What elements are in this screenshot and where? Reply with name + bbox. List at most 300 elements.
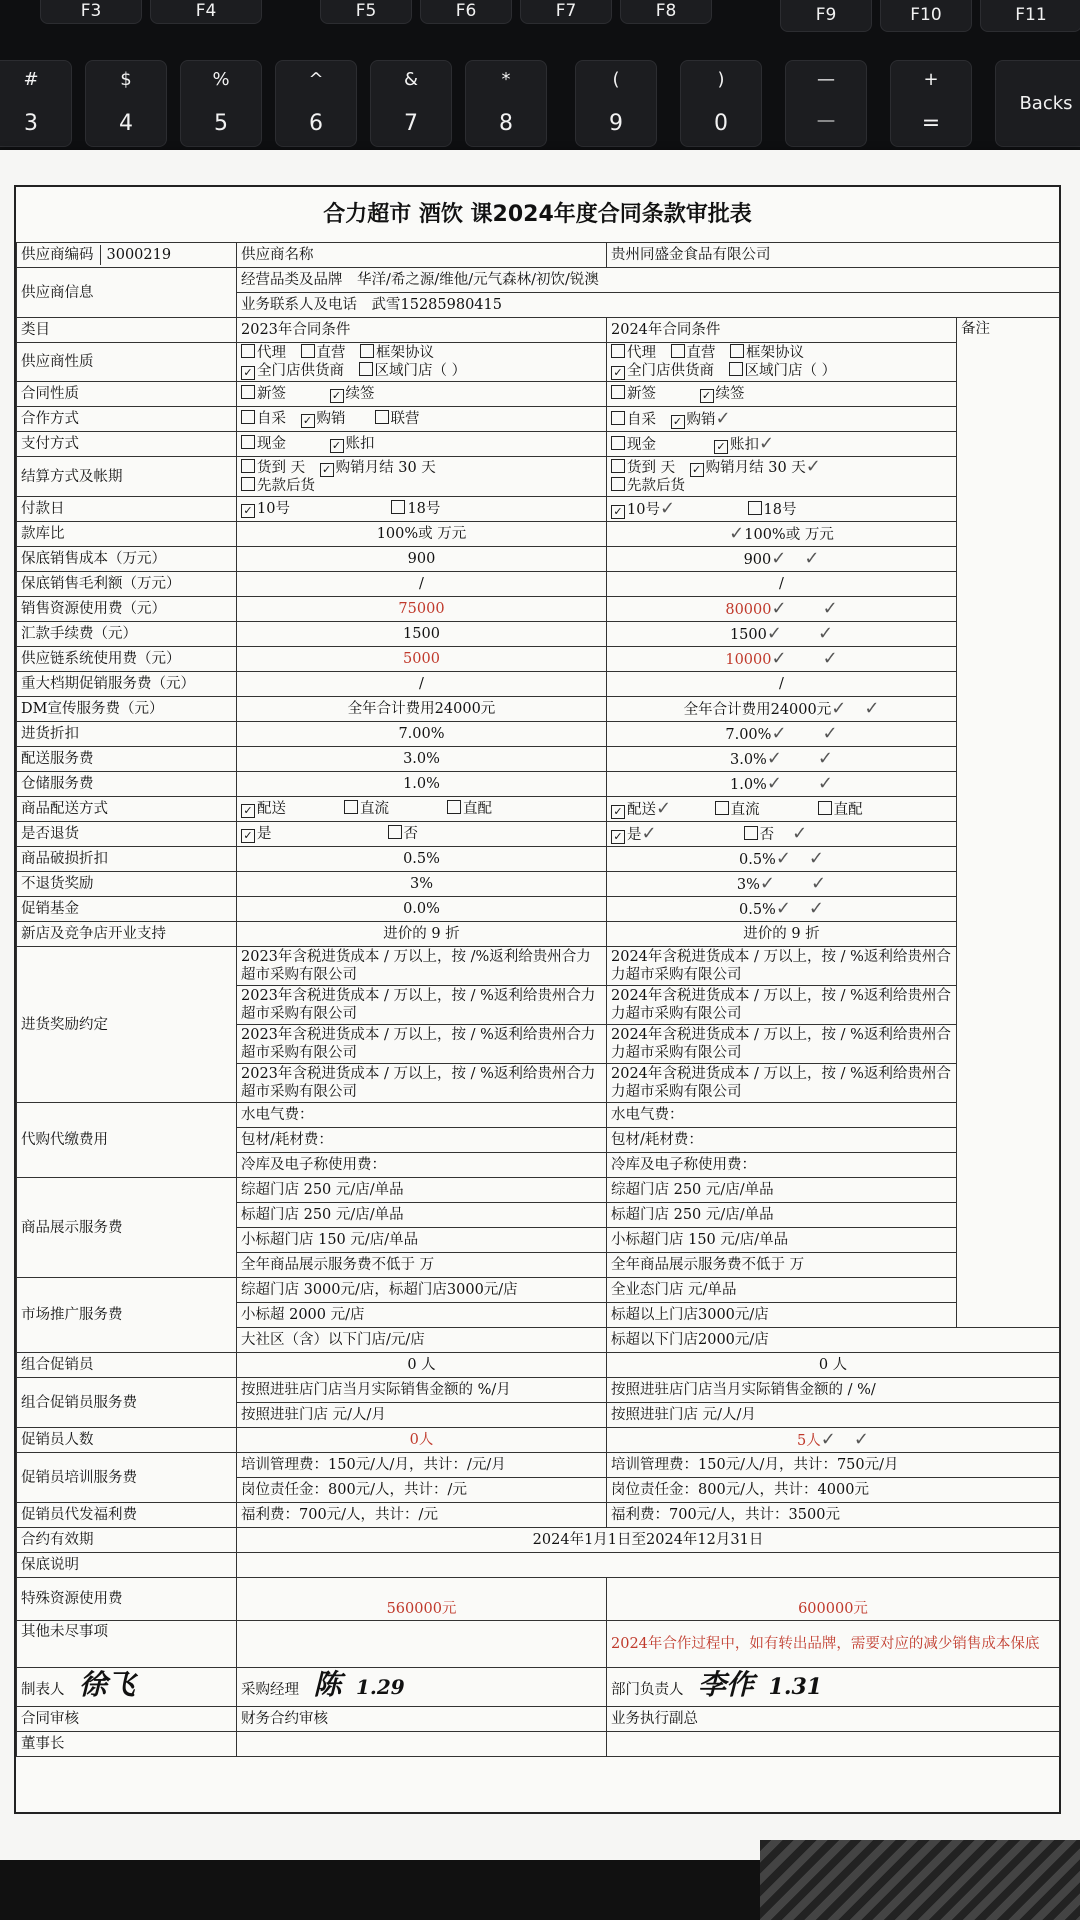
option-label: 否: [759, 826, 775, 843]
return-2024: [607, 822, 957, 847]
major-promo-2024: /: [607, 672, 957, 697]
option-label: 区域门店（ ）: [744, 363, 837, 379]
display-item-2023: 小标超门店 150 元/店/单品: [237, 1228, 607, 1253]
supply-sys-2023: 5000: [237, 647, 607, 672]
key-4: [85, 60, 167, 147]
market-2024-item: 标超以下门店2000元/店: [607, 1328, 1060, 1353]
key-f10: [880, 0, 972, 32]
promo-fund-2024: 0.5%: [738, 901, 776, 918]
display-item-2024: 全年商品展示服务费不低于 万: [607, 1253, 1060, 1278]
handwritten-check-icon: ✓: [656, 797, 672, 819]
guarantee-value: [237, 1553, 1060, 1578]
row-combo-fee-1: [17, 1378, 1060, 1403]
handwritten-check-icon: ✓: [774, 822, 808, 844]
checkbox-icon: [360, 344, 374, 358]
key-bottom: 4: [119, 111, 133, 136]
handwritten-check-icon: ✓ ✓: [771, 647, 838, 669]
checkbox-icon: [729, 362, 743, 376]
key-f3: [40, 0, 142, 24]
key-f6: [420, 0, 512, 24]
delivery-fee-2023: 3.0%: [237, 747, 607, 772]
display-item-2023: 综超门店 250 元/店/单品: [237, 1178, 607, 1203]
key-top: ): [717, 69, 725, 90]
key-bottom: 9: [609, 111, 623, 136]
option-label: 10号: [257, 501, 290, 517]
storage-2023: 1.0%: [237, 772, 607, 797]
keyboard-background: [0, 0, 1080, 165]
row-category-brand: [17, 268, 1060, 293]
combo-promoter-2023: 0 人: [237, 1353, 607, 1378]
key-label: F5: [355, 1, 377, 21]
rebate-2024-item: 2024年含税进货成本 / 万以上，按 / %返利给贵州合力超市采购有限公司: [607, 947, 957, 986]
bottom-fabric: [760, 1840, 1080, 1920]
option-label: 自采: [627, 411, 656, 428]
key-label: F10: [910, 5, 942, 25]
handwritten-check-icon: ✓ ✓: [766, 622, 834, 644]
key-label: Backs: [1019, 93, 1073, 114]
supplier-code: 3000219: [100, 245, 172, 265]
damage-label: 商品破损折扣: [17, 847, 237, 872]
checked-box-icon: ✓: [700, 389, 714, 403]
rebate-2024-item: 2024年含税进货成本 / 万以上，按 / %返利给贵州合力超市采购有限公司: [607, 1025, 957, 1064]
handwritten-check-icon: ✓ ✓: [831, 697, 880, 719]
checked-box-icon: ✓: [320, 463, 334, 477]
option-label: 直营: [686, 345, 716, 361]
key-label: F6: [455, 1, 477, 21]
row-no-return: [17, 872, 1060, 897]
proxy-item-2024: 包材/耗材费：: [607, 1128, 957, 1153]
new-store-2023: 进价的 9 折: [237, 922, 607, 947]
checked-box-icon: ✓: [611, 505, 625, 519]
min-cost-2023: 900: [237, 547, 607, 572]
row-promo-fund: [17, 897, 1060, 922]
checkbox-icon: [301, 344, 315, 358]
supply-sys-2024: 10000: [725, 651, 772, 668]
option-label: 购销: [686, 411, 716, 428]
key-f4: [150, 0, 262, 24]
key-equals: [890, 60, 972, 147]
row-supply-sys: [17, 647, 1060, 672]
damage-2023: 0.5%: [237, 847, 607, 872]
row-min-margin: [17, 572, 1060, 597]
stock-ratio-2023: 100%或 万元: [237, 522, 607, 547]
option-label: 是: [257, 826, 272, 842]
delivery-fee-2024: 3.0%: [729, 751, 767, 768]
key-bottom: =: [921, 111, 941, 136]
settlement-2024: [607, 457, 957, 497]
promoter-count-2024: 5人: [797, 1432, 821, 1449]
cell-value: [237, 293, 1060, 318]
market-2023-item: 综超门店 3000元/店，标超门店3000元/店: [237, 1278, 607, 1303]
key-f9: [780, 0, 872, 32]
payment-label: 支付方式: [17, 432, 237, 457]
option-label: 货到 天: [627, 460, 676, 476]
contract-review-label: 合同审核: [17, 1707, 237, 1732]
checked-box-icon: ✓: [611, 805, 625, 819]
rebate-label: 进货奖励约定: [17, 947, 237, 1103]
remit-2024-cell: [607, 622, 957, 647]
row-min-cost: [17, 547, 1060, 572]
row-return: [17, 822, 1060, 847]
storage-2024-cell: [607, 772, 957, 797]
remit-2023: 1500: [237, 622, 607, 647]
option-label: 框架协议: [746, 345, 804, 361]
discount-label: 进货折扣: [17, 722, 237, 747]
pay-day-2024: [607, 497, 957, 522]
display-item-2024: 小标超门店 150 元/店/单品: [607, 1228, 957, 1253]
row-major-promo: [17, 672, 1060, 697]
cell-label: [17, 268, 237, 318]
cell-label: [17, 243, 237, 268]
vp-blank: [607, 1732, 1060, 1757]
preparer-cell: [17, 1668, 237, 1707]
row-damage: [17, 847, 1060, 872]
other-2023: [237, 1621, 607, 1668]
checked-box-icon: ✓: [241, 366, 255, 380]
combo-fee-2023-item: 按照进驻门店 元/人/月: [237, 1403, 607, 1428]
delivery-fee-2024-cell: [607, 747, 957, 772]
row-welfare: [17, 1503, 1060, 1528]
supplier-info-label: 供应商信息: [21, 284, 94, 301]
key-top: %: [212, 69, 230, 90]
contract-nature-label: 合同性质: [17, 382, 237, 407]
min-margin-2024: /: [607, 572, 957, 597]
other-label: 其他未尽事项: [17, 1621, 237, 1668]
checkbox-icon: [375, 410, 389, 424]
new-store-label: 新店及竞争店开业支持: [17, 922, 237, 947]
dept-head-signature: 李作: [698, 1667, 755, 1701]
option-label: 现金: [627, 436, 656, 453]
handwritten-check-icon: ✓: [659, 497, 676, 519]
key-backspace: [995, 60, 1080, 147]
proxy-item-2023: 包材/耗材费：: [237, 1128, 607, 1153]
form-title: 合力超市 酒饮 课2024年度合同条款审批表: [323, 202, 752, 227]
checkbox-icon: [611, 459, 625, 473]
chairman-label: 董事长: [17, 1732, 237, 1757]
row-header: [17, 318, 1060, 343]
purchase-mgr-signature: 陈: [313, 1667, 342, 1701]
key-label: F4: [195, 1, 217, 21]
key-top: (: [612, 69, 620, 90]
combo-fee-2024-item: 按照进驻店门店当月实际销售金额的 / %/: [607, 1378, 1060, 1403]
checkbox-icon: [715, 801, 729, 815]
special-2024: 600000元: [607, 1578, 1060, 1621]
contract-nature-2024: [607, 382, 957, 407]
checkbox-icon: [241, 410, 255, 424]
row-combo-promoter: [17, 1353, 1060, 1378]
key-label: F3: [80, 1, 102, 21]
option-label: 自采: [257, 411, 286, 427]
checkbox-icon: [611, 344, 625, 358]
option-label: 配送: [257, 801, 286, 817]
major-promo-label: 重大档期促销服务费（元）: [17, 672, 237, 697]
cond-2024-label: 2024年合同条件: [607, 318, 957, 343]
rebate-2024-item: 2024年含税进货成本 / 万以上，按 / %返利给贵州合力超市采购有限公司: [607, 986, 957, 1025]
payment-2023: [237, 432, 607, 457]
new-store-2024: 进价的 9 折: [607, 922, 957, 947]
row-new-store: [17, 922, 1060, 947]
dm-2024: 全年合计费用24000元: [683, 701, 832, 718]
remarks-column: [957, 318, 1060, 1328]
option-label: 10号: [627, 501, 660, 518]
key-top: $: [120, 69, 132, 90]
category-brand: 华洋/希之源/维他/元气森林/初饮/锐澳: [357, 272, 599, 288]
key-bottom: 3: [24, 111, 38, 136]
rebate-2023-item: 2023年含税进货成本 / 万以上，按 / %返利给贵州合力超市采购有限公司: [237, 1025, 607, 1064]
coop-2023: [237, 407, 607, 432]
key-f11: [980, 0, 1080, 32]
checkbox-icon: [611, 385, 625, 399]
chairman-blank: [237, 1732, 607, 1757]
contact-label: 业务联系人及电话: [241, 297, 357, 313]
checkbox-icon: [744, 826, 758, 840]
dept-head-label: 部门负责人: [611, 1681, 684, 1698]
validity: 2024年1月1日至2024年12月31日: [237, 1528, 1060, 1553]
row-other: [17, 1621, 1060, 1668]
key-6: [275, 60, 357, 147]
row-validity: [17, 1528, 1060, 1553]
display-label: 商品展示服务费: [17, 1178, 237, 1278]
proxy-item-2023: 水电气费：: [237, 1103, 607, 1128]
row-settlement: [17, 457, 1060, 497]
min-cost-2024-cell: [607, 547, 957, 572]
row-storage: [17, 772, 1060, 797]
checkbox-icon: [391, 500, 405, 514]
purchase-mgr-sign-date: 1.29: [356, 1674, 405, 1699]
rebate-2023-item: 2023年含税进货成本 / 万以上，按 / %返利给贵州合力超市采购有限公司: [237, 986, 607, 1025]
remit-label: 汇款手续费（元）: [17, 622, 237, 647]
checked-box-icon: ✓: [330, 439, 344, 453]
damage-2024: 0.5%: [738, 851, 776, 868]
key-top: &: [403, 69, 419, 90]
checkbox-icon: [611, 436, 625, 450]
training-2024-item: 岗位责任金：800元/人，共计：4000元: [607, 1478, 1060, 1503]
rebate-2024-item: 2024年含税进货成本 / 万以上，按 / %返利给贵州合力超市采购有限公司: [607, 1064, 957, 1103]
checkbox-icon: [241, 435, 255, 449]
approval-form: [14, 185, 1061, 1814]
purchase-mgr-label: 采购经理: [241, 1681, 299, 1698]
storage-2024: 1.0%: [729, 776, 767, 793]
coop-label: 合作方式: [17, 407, 237, 432]
option-label: 配送: [627, 801, 656, 818]
display-item-2024: 标超门店 250 元/店/单品: [607, 1203, 957, 1228]
option-label: 续签: [715, 386, 745, 402]
training-2023-item: 培训管理费：150元/人/月，共计：/元/月: [237, 1453, 607, 1478]
return-2023: [237, 822, 607, 847]
supplier-code-label: 供应商编码: [21, 247, 94, 263]
paper-sheet: [0, 150, 1080, 1860]
handwritten-check-icon: ✓: [641, 822, 657, 844]
remit-2024: 1500: [729, 626, 767, 643]
option-label: 联营: [390, 411, 420, 427]
damage-2024-cell: [607, 847, 957, 872]
category-brand-label: 经营品类及品牌: [241, 272, 343, 288]
row-supplier-nature: [17, 343, 1060, 382]
key-top: +: [923, 69, 939, 90]
preparer-signature: 徐飞: [79, 1667, 136, 1701]
checkbox-icon: [818, 801, 832, 815]
key-top: #: [23, 69, 39, 90]
key-bottom: 6: [309, 111, 323, 136]
handwritten-check-icon: ✓ ✓: [771, 597, 838, 619]
dm-2024-cell: [607, 697, 957, 722]
proxy-item-2023: 冷库及电子称使用费：: [237, 1153, 607, 1178]
handwritten-check-icon: ✓ ✓: [775, 847, 824, 869]
checked-box-icon: ✓: [301, 414, 315, 428]
key-9: [575, 60, 657, 147]
no-return-2024-cell: [607, 872, 957, 897]
min-cost-2024: 900: [743, 551, 772, 568]
handwritten-check-icon: ✓ ✓: [766, 772, 833, 794]
handwritten-check-icon: ✓ ✓: [771, 547, 820, 569]
market-label: 市场推广服务费: [17, 1278, 237, 1353]
option-label: 否: [403, 826, 418, 842]
row-sign-3: [17, 1732, 1060, 1757]
key-f8: [620, 0, 712, 24]
sales-res-2024-cell: [607, 597, 957, 622]
promoter-count-label: 促销员人数: [17, 1428, 237, 1453]
cell-value: [237, 268, 1060, 293]
min-margin-label: 保底销售毛利额（万元）: [17, 572, 237, 597]
row-rebate-1: [17, 947, 1060, 986]
option-label: 购销月结 30 天: [335, 459, 436, 476]
promoter-count-2023: 0人: [237, 1428, 607, 1453]
min-cost-label: 保底销售成本（万元）: [17, 547, 237, 572]
sales-res-2024: 80000: [725, 601, 772, 618]
proxy-item-2024: 水电气费：: [607, 1103, 957, 1128]
min-margin-2023: /: [237, 572, 607, 597]
stock-ratio-2024-cell: [607, 522, 957, 547]
option-label: 直营: [316, 345, 346, 361]
handwritten-check-icon: ✓: [715, 407, 731, 429]
promo-fund-label: 促销基金: [17, 897, 237, 922]
dist-method-2023: [237, 797, 607, 822]
checkbox-icon: [611, 477, 625, 491]
no-return-2023: 3%: [237, 872, 607, 897]
handwritten-check-icon: ✓: [805, 456, 821, 477]
row-payment: [17, 432, 1060, 457]
row-sign-1: [17, 1668, 1060, 1707]
supplier-nature-label: 供应商性质: [17, 343, 237, 382]
option-label: 直配: [463, 801, 492, 817]
contract-nature-2023: [237, 382, 607, 407]
storage-label: 仓储服务费: [17, 772, 237, 797]
checked-box-icon: ✓: [690, 463, 704, 477]
discount-2023: 7.00%: [237, 722, 607, 747]
delivery-fee-label: 配送服务费: [17, 747, 237, 772]
option-label: 账扣: [345, 436, 375, 452]
coop-2024: [607, 407, 957, 432]
welfare-label: 促销员代发福利费: [17, 1503, 237, 1528]
row-proxy-1: [17, 1103, 1060, 1128]
handwritten-check-icon: ✓: [759, 432, 775, 454]
option-label: 全门店供货商: [257, 363, 344, 379]
promo-fund-2024-cell: [607, 897, 957, 922]
checkbox-icon: [388, 825, 402, 839]
dm-2023: 全年合计费用24000元: [237, 697, 607, 722]
checked-box-icon: ✓: [714, 440, 728, 454]
stock-ratio-2024: 100%或 万元: [744, 526, 834, 543]
key-label: F11: [1015, 5, 1047, 25]
pay-day-label: 付款日: [17, 497, 237, 522]
checkbox-icon: [241, 344, 255, 358]
checked-box-icon: ✓: [671, 415, 685, 429]
display-item-2023: 标超门店 250 元/店/单品: [237, 1203, 607, 1228]
key-bottom: 8: [499, 111, 513, 136]
return-label: 是否退货: [17, 822, 237, 847]
row-contract-nature: [17, 382, 1060, 407]
purchase-mgr-cell: [237, 1668, 607, 1707]
option-label: 先款后货: [627, 478, 685, 494]
checked-box-icon: ✓: [330, 389, 344, 403]
row-guarantee: [17, 1553, 1060, 1578]
option-label: 18号: [407, 501, 441, 517]
key-5: [180, 60, 262, 147]
key-minus: [785, 60, 867, 147]
row-display-1: [17, 1178, 1060, 1203]
option-label: 18号: [763, 501, 797, 518]
row-promoter-count: [17, 1428, 1060, 1453]
key-8: [465, 60, 547, 147]
checked-box-icon: ✓: [611, 830, 625, 844]
supply-sys-2024-cell: [607, 647, 957, 672]
row-market-1: [17, 1278, 1060, 1303]
stock-ratio-label: 款库比: [17, 522, 237, 547]
key-bottom: 0: [714, 111, 728, 136]
row-delivery-fee: [17, 747, 1060, 772]
settlement-label: 结算方式及帐期: [17, 457, 237, 497]
supply-sys-label: 供应链系统使用费（元）: [17, 647, 237, 672]
vp-label: 业务执行副总: [607, 1707, 1060, 1732]
combo-fee-2024-item: 按照进驻门店 元/人/月: [607, 1403, 1060, 1428]
key-f7: [520, 0, 612, 24]
key-label: F7: [555, 1, 577, 21]
cond-2023-label: 2023年合同条件: [237, 318, 607, 343]
market-2024-item: 全业态门店 元/单品: [607, 1278, 1060, 1303]
key-top: ^: [308, 69, 324, 90]
sales-res-label: 销售资源使用费（元）: [17, 597, 237, 622]
supplier-name-label: 供应商名称: [237, 243, 607, 268]
training-2023-item: 岗位责任金：800元/人，共计：/元: [237, 1478, 607, 1503]
row-supplier-code: [17, 243, 1060, 268]
dept-head-cell: [607, 1668, 1060, 1707]
option-label: 是: [627, 826, 642, 843]
checkbox-icon: [359, 362, 373, 376]
promoter-count-2024-cell: [607, 1428, 1060, 1453]
key-bottom: －: [814, 110, 837, 135]
handwritten-check-icon: ✓ ✓: [771, 722, 838, 744]
dm-label: DM宣传服务费（元）: [17, 697, 237, 722]
option-label: 货到 天: [257, 459, 306, 476]
contact: 武雪15285980415: [371, 297, 502, 313]
key-top: *: [501, 69, 511, 90]
checked-box-icon: ✓: [241, 829, 255, 843]
discount-2024: 7.00%: [725, 726, 772, 743]
checkbox-icon: [447, 800, 461, 814]
pay-day-2023: [237, 497, 607, 522]
remarks-label: 备注: [961, 321, 990, 337]
combo-fee-label: 组合促销员服务费: [17, 1378, 237, 1428]
display-item-2024: 综超门店 250 元/店/单品: [607, 1178, 957, 1203]
checkbox-icon: [241, 459, 255, 473]
row-discount: [17, 722, 1060, 747]
handwritten-check-icon: ✓: [729, 522, 745, 544]
special-2023: 560000元: [237, 1578, 607, 1621]
row-sales-res: [17, 597, 1060, 622]
welfare-2024: 福利费：700元/人，共计：3500元: [607, 1503, 1060, 1528]
combo-fee-2023-item: 按照进驻店门店当月实际销售金额的 %/月: [237, 1378, 607, 1403]
row-pay-day: [17, 497, 1060, 522]
